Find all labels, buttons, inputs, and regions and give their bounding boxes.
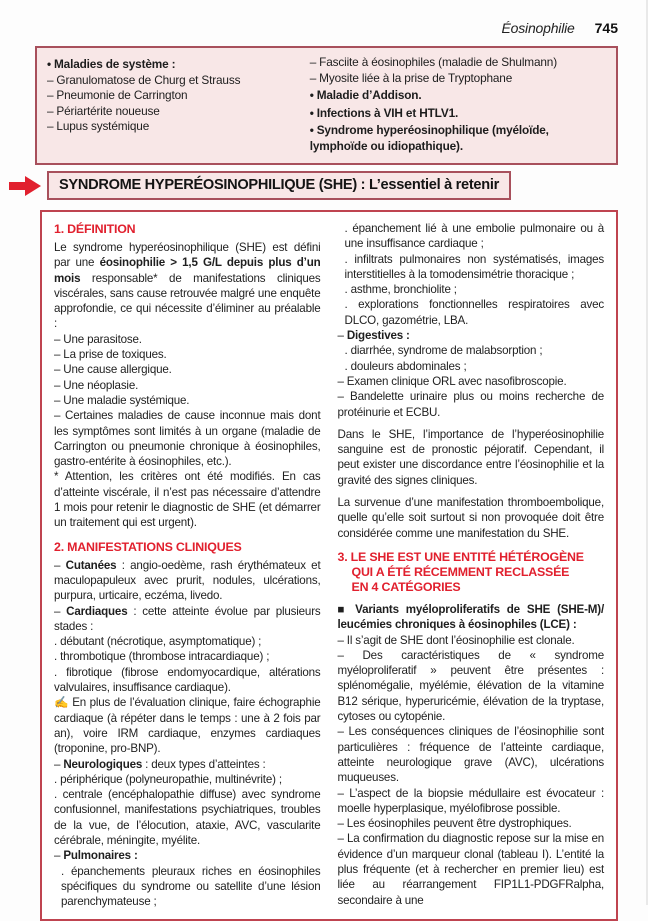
text-segment: . explorations fonctionnelles respiratoires avec DLCO, gazométrie, LBA. bbox=[344, 298, 604, 327]
banner-title: SYNDROME HYPERÉOSINOPHILIQUE (SHE) : L’essentiel à retenir bbox=[59, 177, 499, 193]
text-segment: . diarrhée, syndrome de malabsorption ; bbox=[344, 344, 543, 358]
text-segment: * Attention, les critères ont été modifiés. En cas d’atteinte viscérale, il n’est pas nécessaire d’attendre 1 mois pour retenir le diagnostic de SHE (et démarrer un traitement qui est urgent). bbox=[54, 470, 321, 530]
list-item-label: Périartérite noueuse bbox=[56, 103, 160, 118]
bullet-icon: • bbox=[309, 105, 314, 120]
section-heading-line: 1. DÉFINITION bbox=[54, 222, 136, 236]
paragraph bbox=[54, 362, 321, 377]
paragraph bbox=[54, 848, 321, 863]
text-segment: Le syndrome hyperéosinophilique (SHE) est défini par une bbox=[54, 241, 321, 270]
paragraph bbox=[54, 393, 321, 408]
section-heading-line: 2. MANIFESTATIONS CLINIQUES bbox=[54, 539, 242, 554]
paragraph bbox=[54, 757, 321, 772]
paragraph bbox=[338, 602, 605, 633]
text-segment: – bbox=[54, 757, 64, 771]
section-heading bbox=[54, 222, 321, 237]
bullet-icon: • bbox=[309, 123, 314, 137]
paragraph bbox=[54, 332, 321, 347]
text-segment: – La confirmation du diagnostic repose sur la mise en évidence d’un marqueur clonal (tableau I). L’entité la plus fréquente (et à rechercher en premier lieu) est liée au réarrangement FIP1L1-PDGFRalpha, secondaire à une bbox=[337, 832, 604, 907]
paragraph bbox=[338, 374, 605, 389]
paragraph bbox=[338, 221, 605, 252]
text-segment: Cutanées bbox=[65, 558, 117, 572]
dash-icon: – bbox=[47, 72, 54, 87]
bullet-icon: • bbox=[309, 88, 314, 102]
paragraph bbox=[338, 724, 605, 785]
content-right-column bbox=[338, 221, 605, 909]
text-segment: – Les éosinophiles peuvent être dystrophiques. bbox=[337, 817, 572, 831]
paragraph bbox=[54, 378, 321, 393]
text-segment: La survenue d’une manifestation thromboembolique, quelle qu’elle soit surtout si non provoquée doit être considérée comme une manifestation du SHE. bbox=[337, 496, 604, 540]
text-segment: – Une néoplasie. bbox=[54, 378, 139, 392]
text-segment: En plus de l’évaluation clinique, faire échographie cardiaque (à répéter dans le temps : une à 2 fois par an), voire IRM cardiaque, enzymes cardiaques (troponine, pro-BNP). bbox=[54, 696, 321, 756]
text-segment: . asthme, bronchiolite ; bbox=[344, 283, 457, 297]
list-item-label: Infections à VIH et HTLV1. bbox=[316, 105, 459, 120]
list-item-label: Syndrome hyperéosinophilique (myéloïde, lymphoïde ou idiopathique). bbox=[309, 123, 549, 153]
dash-icon: – bbox=[47, 103, 54, 118]
paragraph bbox=[338, 359, 605, 374]
list-item-label: Lupus systémique bbox=[56, 119, 150, 133]
paragraph bbox=[338, 343, 605, 358]
text-segment: – Une maladie systémique. bbox=[54, 393, 190, 407]
text-segment: . débutant (nécrotique, asymptomatique) ; bbox=[54, 635, 262, 649]
paragraph bbox=[54, 634, 321, 649]
page-header bbox=[502, 20, 618, 36]
text-segment: – bbox=[54, 558, 66, 572]
dash-icon: – bbox=[47, 88, 54, 102]
text-segment: Neurologiques bbox=[63, 757, 143, 771]
text-segment: Variants myéloproliferatifs de SHE (SHE-M)/ leucémies chroniques à éosinophiles (LCE) : bbox=[337, 602, 604, 632]
text-segment: . infiltrats pulmonaires non systématisés, images interstitielles à la tomodensimétrie thoracique ; bbox=[344, 252, 604, 281]
dash-icon: – bbox=[47, 119, 54, 133]
list-item bbox=[310, 106, 606, 122]
paragraph bbox=[54, 558, 321, 604]
writing-hand-icon: ✍ bbox=[54, 696, 73, 710]
list-item bbox=[47, 119, 310, 135]
paragraph bbox=[54, 787, 321, 848]
differential-diagnosis-box bbox=[35, 46, 618, 165]
paragraph bbox=[338, 495, 605, 541]
paragraph bbox=[338, 252, 605, 283]
text-segment: – La prise de toxiques. bbox=[54, 348, 167, 362]
text-segment: . fibrotique (fibrose endomyocardique, altérations valvulaires, insuffisance cardiaque). bbox=[54, 665, 321, 695]
list-item bbox=[47, 73, 310, 89]
text-segment: . épanchements pleuraux riches en éosinophiles spécifiques du syndrome ou satellite d’une lésion parenchymateuse ; bbox=[61, 864, 321, 909]
list-item bbox=[47, 57, 310, 73]
paragraph bbox=[338, 831, 605, 907]
paragraph bbox=[338, 648, 605, 724]
list-item-label: Granulomatose de Churg et Strauss bbox=[56, 72, 241, 87]
page-number: 745 bbox=[594, 20, 618, 36]
paragraph bbox=[338, 328, 605, 343]
text-segment: – Examen clinique ORL avec nasofibroscopie. bbox=[337, 374, 567, 388]
red-arrow-icon bbox=[8, 175, 42, 197]
text-segment: – Certaines maladies de cause inconnue mais dont les symptômes sont limités à un organe (maladie de Carrington ou pneumonie chronique à éosinophiles, gastro-entérite à éosinophiles, etc.). bbox=[54, 409, 321, 469]
top-box-left-column bbox=[47, 55, 310, 154]
text-segment: . périphérique (polyneuropathie, multinévrite) ; bbox=[54, 772, 282, 786]
list-item bbox=[310, 123, 606, 154]
paragraph bbox=[54, 864, 321, 910]
text-segment: – Bandelette urinaire plus ou moins recherche de protéinurie et ECBU. bbox=[337, 390, 604, 419]
list-item bbox=[47, 104, 310, 120]
paragraph bbox=[54, 240, 321, 332]
text-segment: : deux types d’atteintes : bbox=[142, 757, 266, 771]
text-segment: – Une cause allergique. bbox=[54, 363, 172, 377]
text-segment: : cette atteinte évolue par plusieurs stades : bbox=[54, 604, 321, 633]
list-item bbox=[310, 88, 606, 104]
section-heading-line: EN 4 CATÉGORIES bbox=[351, 579, 461, 594]
paragraph bbox=[338, 786, 605, 817]
text-segment: – Des caractéristiques de « syndrome myéloproliferatif » peuvent être présentes : splénomégalie, myélémie, élévation de la vitamine B12 sérique, hyperuricémie, élévation de la tryptase, cytoses ou cytopénie. bbox=[337, 648, 604, 724]
text-segment: . douleurs abdominales ; bbox=[344, 359, 467, 373]
text-segment: – Les conséquences cliniques de l’éosinophilie sont particulières : fréquence de l’atteinte cardiaque, atteinte neurologique grave (AVC), ulcérations muqueuses. bbox=[337, 725, 604, 785]
text-segment: responsable* de manifestations cliniques viscérales, sans cause retrouvée malgré une enquête approfondie, ce qui nécessite d’éliminer au préalable : bbox=[54, 271, 321, 331]
text-segment: – Il s’agit de SHE dont l’éosinophilie est clonale. bbox=[337, 633, 575, 647]
essentials-content-box bbox=[40, 210, 618, 921]
paragraph bbox=[338, 633, 605, 648]
list-item-label: Myosite liée à la prise de Tryptophane bbox=[319, 70, 513, 85]
paragraph bbox=[338, 282, 605, 297]
text-segment: éosinophilie > 1,5 G/L depuis plus d’un mois bbox=[54, 256, 321, 285]
list-item bbox=[310, 71, 606, 87]
top-box-right-column bbox=[310, 55, 606, 154]
section-heading bbox=[338, 550, 605, 595]
section-heading-line: QUI A ÉTÉ RÉCEMMENT RECLASSÉE bbox=[351, 564, 570, 579]
paragraph bbox=[54, 695, 321, 756]
text-segment: – L’aspect de la biopsie médullaire est évocateur : moelle hyperplasique, myélofibrose possible. bbox=[337, 786, 604, 815]
section-banner-row bbox=[8, 171, 511, 200]
text-segment: – bbox=[54, 604, 67, 618]
text-segment: . épanchement lié à une embolie pulmonaire ou à une insuffisance cardiaque ; bbox=[344, 222, 604, 251]
text-segment: Digestives : bbox=[346, 329, 410, 343]
dash-icon: – bbox=[309, 70, 317, 85]
dash-icon: – bbox=[309, 55, 317, 69]
paragraph bbox=[54, 347, 321, 362]
list-item-label: Maladie d’Addison. bbox=[316, 88, 422, 102]
section-heading-line: 3. LE SHE EST UNE ENTITÉ HÉTÉROGÈNE bbox=[337, 549, 584, 564]
paragraph bbox=[54, 772, 321, 787]
bullet-icon: • bbox=[47, 57, 51, 71]
square-bullet-icon: ■ bbox=[337, 602, 356, 616]
text-segment: – bbox=[337, 329, 347, 343]
text-segment: Pulmonaires : bbox=[63, 849, 138, 863]
text-segment: : angio-oedème, rash érythémateux et maculopapuleux avec prurit, nodules, ulcérations, purpura, urticaire, eczéma, livedo. bbox=[54, 558, 321, 603]
text-segment: – Une parasitose. bbox=[54, 332, 142, 346]
text-segment: . thrombotique (thrombose intracardiaque) ; bbox=[54, 650, 270, 664]
text-segment: – bbox=[54, 849, 64, 863]
paragraph bbox=[54, 649, 321, 664]
list-item-label: Pneumonie de Carrington bbox=[56, 88, 188, 102]
list-item bbox=[47, 88, 310, 104]
text-segment: . centrale (encéphalopathie diffuse) avec syndrome confusionnel, manifestations psychiatriques, troubles de la vue, de l’élocution, ataxie, AVC, vascularite cérébrale, méningite, myélite. bbox=[54, 788, 321, 847]
paragraph bbox=[338, 297, 605, 328]
text-segment: Dans le SHE, l’importance de l’hyperéosinophilie sanguine est de pronostic péjoratif. Cependant, il peut exister une discordance entre l’éosinophilie et la gravité des signes cliniques. bbox=[337, 427, 604, 487]
section-heading bbox=[54, 540, 321, 555]
paragraph bbox=[338, 816, 605, 831]
paragraph bbox=[54, 408, 321, 469]
paragraph bbox=[338, 389, 605, 420]
paragraph bbox=[54, 604, 321, 635]
list-item-label: Maladies de système : bbox=[53, 57, 176, 71]
paragraph bbox=[54, 469, 321, 530]
content-left-column bbox=[54, 221, 321, 909]
list-item bbox=[310, 55, 606, 71]
list-item-label: Fasciite à éosinophiles (maladie de Shulmann) bbox=[319, 55, 557, 69]
text-segment: Cardiaques bbox=[66, 604, 128, 618]
section-banner bbox=[47, 171, 511, 200]
paragraph bbox=[338, 427, 605, 488]
chapter-title: Éosinophilie bbox=[501, 20, 575, 36]
paragraph bbox=[54, 665, 321, 696]
